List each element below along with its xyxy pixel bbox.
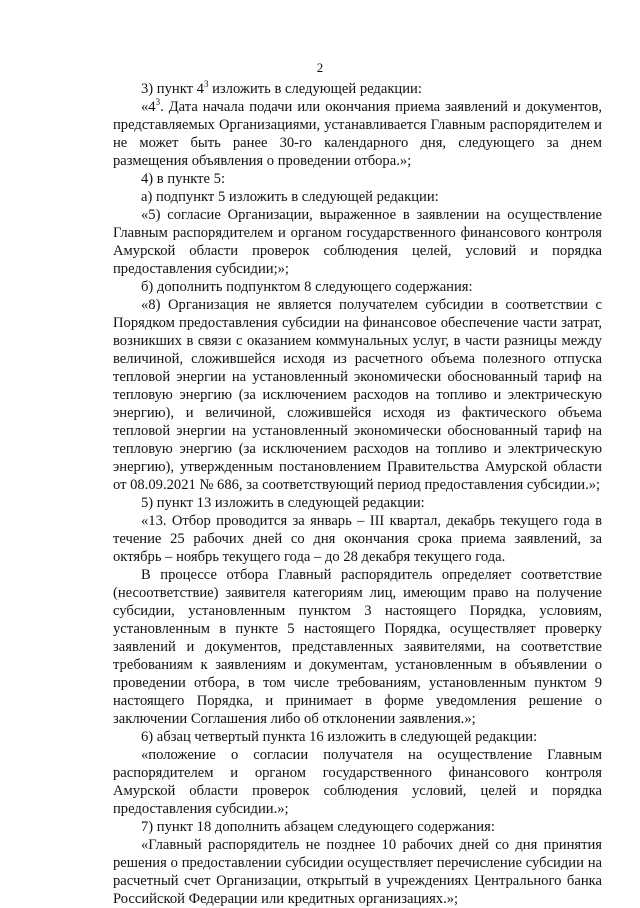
paragraph-quote-4-3: «$4^3$. Дата начала подачи или окончания приема заявлений и документов, представляемых Организациями, устанавливается Главным распорядителем и не может быть ранее 30-го календарного дня, следующего за днем размещения объявления о проведении отбора.»; [113,97,602,169]
paragraph-subitem-a: а) подпункт 5 изложить в следующей редакции: [141,189,439,205]
paragraph-item-7: 7) пункт 18 дополнить абзацем следующего содержания: [141,819,495,835]
paragraph-item-3: 3) пункт $4^3$ изложить в следующей редакции: [141,79,422,97]
paragraph-item-5: 5) пункт 13 изложить в следующей редакции: [141,495,425,511]
paragraph-item-6: 6) абзац четвертый пункта 16 изложить в следующей редакции: [141,729,538,745]
paragraph-quote-5: «5) согласие Организации, выраженное в заявлении на осуществление Главным распорядителем и органом государственного финансового контроля Амурской области проверок соблюдения целей, условий и порядка предоставления субсидии;»; [113,207,602,277]
paragraph-quote-8: «8) Организация не является получателем субсидии в соответствии с Порядком предоставления субсидии на финансовое обеспечение части затрат, возникших в связи с оказанием коммунальных услуг, в части разницы между величиной, сложившейся исходя из расчетного объема полезного отпуска тепловой энергии на установленный экономически обоснованный тариф на тепловую энергию (за исключением расходов на топливо и электрическую энергию), и величиной, сложившейся исходя из фактического объема тепловой энергии на установленный экономически обоснованный тариф на тепловую энергию (за исключением расходов на топливо и электрическую энергию), утвержденным постановлением Правительства Амурской области от 08.09.2021 № 686, за соответствующий период предоставления субсидии.»; [113,297,602,493]
paragraph-item-4: 4) в пункте 5: [141,171,226,187]
paragraph-subitem-b: б) дополнить подпунктом 8 следующего содержания: [141,279,473,295]
paragraph-quote-transfer: «Главный распорядитель не позднее 10 рабочих дней со дня принятия решения о предоставлении субсидии осуществляет перечисление субсидии на расчетный счет Организации, открытый в учреждениях Центрального банка Российской Федерации или кредитных организациях.»; [113,837,602,907]
paragraph-quote-13: «13. Отбор проводится за январь – III квартал, декабрь текущего года в течение 25 рабочих дней со дня окончания срока приема заявлений, за октябрь – ноябрь текущего года – до 28 декабря текущего года. [113,513,602,565]
document-body [113,80,602,908]
superscript-3: 3 [155,97,161,108]
paragraph-quote-consent: «положение о согласии получателя на осуществление Главным распорядителем и органом государственного финансового контроля Амурской области проверок соблюдения условий, целей и порядка предоставления субсидии.»; [113,747,602,817]
paragraph-selection-process: В процессе отбора Главный распорядитель определяет соответствие (несоответствие) заявителя категориям лиц, имеющим право на получение субсидии, установленным пунктом 3 настоящего Порядка, условиям, установленным в пункте 5 настоящего Порядка, осуществляет проверку заявлений и документов, представленных заявителями, на соответствие требованиям к заявлениям и документам, установленным в объявлении о проведении отбора, в том числе требованиям, установленным пунктом 9 настоящего Порядка, и принимает в форме уведомления решение о заключении Соглашения либо об отклонении заявления.»; [113,567,602,727]
page-number: 2 [316,60,324,75]
superscript-3: 3 [203,79,209,90]
